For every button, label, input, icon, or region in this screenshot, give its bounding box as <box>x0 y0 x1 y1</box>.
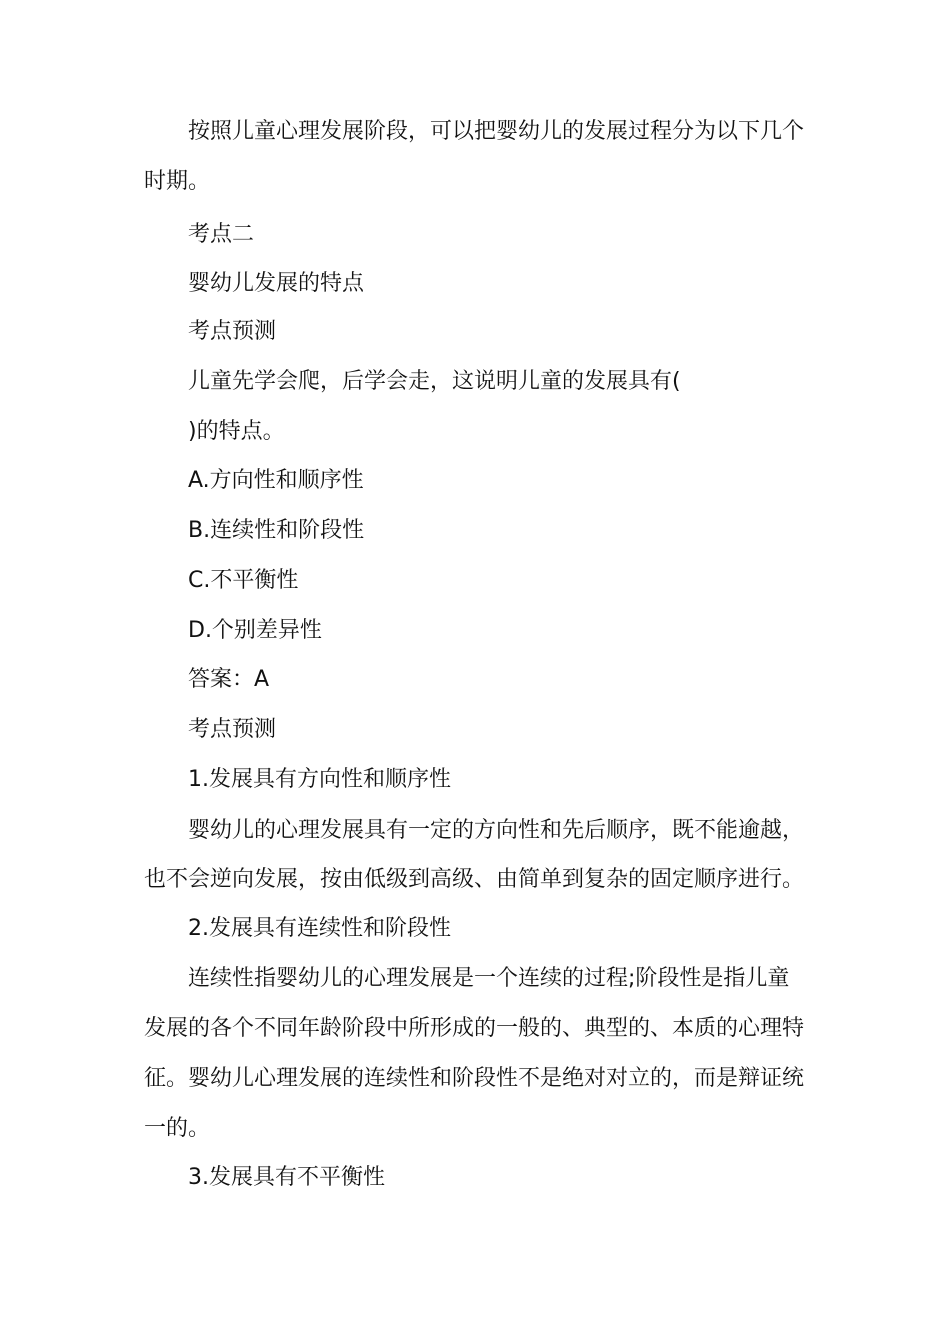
point-1-text-line-2: 也不会逆向发展，按由低级到高级、由简单到复杂的固定顺序进行。 <box>144 867 805 892</box>
point-2-text-line-4: 一的。 <box>144 1116 211 1141</box>
option-a: A.方向性和顺序性 <box>188 468 364 493</box>
paragraph-intro-line-1: 按照儿童心理发展阶段，可以把婴幼儿的发展过程分为以下几个 <box>188 119 805 144</box>
paragraph-intro-line-2: 时期。 <box>144 169 211 194</box>
point-2-text-line-3: 征。婴幼儿心理发展的连续性和阶段性不是绝对对立的，而是辩证统 <box>144 1066 805 1091</box>
point-2-text-line-2: 发展的各个不同年龄阶段中所形成的一般的、典型的、本质的心理特 <box>144 1016 805 1041</box>
option-d: D.个别差异性 <box>188 618 322 643</box>
option-c: C.不平衡性 <box>188 568 299 593</box>
option-b: B.连续性和阶段性 <box>188 518 365 543</box>
answer: 答案：A <box>188 667 270 692</box>
point-2-heading: 2.发展具有连续性和阶段性 <box>188 916 451 941</box>
question-line-1: 儿童先学会爬，后学会走，这说明儿童的发展具有( <box>188 369 681 394</box>
section-subheading: 婴幼儿发展的特点 <box>188 271 365 296</box>
point-1-text-line-1: 婴幼儿的心理发展具有一定的方向性和先后顺序，既不能逾越， <box>188 818 805 843</box>
prediction-label-2: 考点预测 <box>188 717 277 742</box>
point-1-heading: 1.发展具有方向性和顺序性 <box>188 767 451 792</box>
point-2-text-line-1: 连续性指婴幼儿的心理发展是一个连续的过程;阶段性是指儿童 <box>188 966 790 991</box>
point-3-heading: 3.发展具有不平衡性 <box>188 1165 385 1190</box>
prediction-label: 考点预测 <box>188 319 277 344</box>
question-line-2: )的特点。 <box>188 419 285 444</box>
section-heading: 考点二 <box>188 222 255 247</box>
